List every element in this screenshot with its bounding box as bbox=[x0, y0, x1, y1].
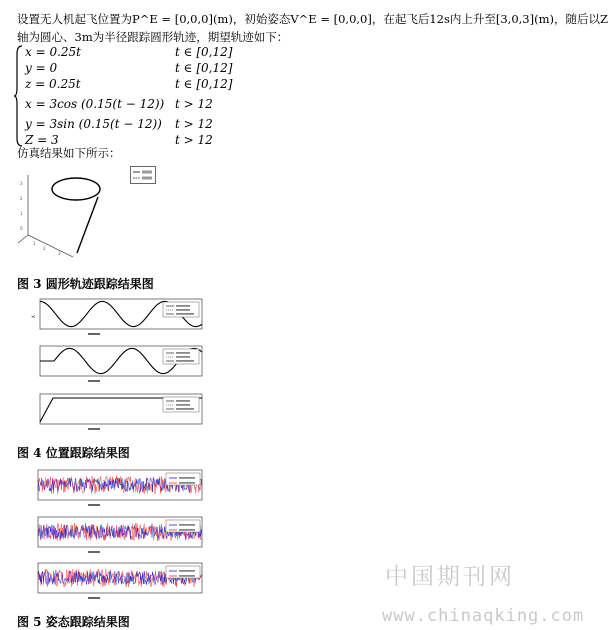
equation-6: Z = 3 bbox=[25, 133, 59, 147]
equation-4-condition: t > 12 bbox=[175, 97, 213, 111]
simulation-intro: 仿真结果如下所示： bbox=[17, 146, 121, 160]
figure-5-subplot-yaw bbox=[38, 563, 202, 593]
svg-text:2: 2 bbox=[43, 246, 46, 251]
intro-line-2: 轴为圆心、3m为半径跟踪圆形轨迹，期望轨迹如下： bbox=[17, 30, 289, 44]
equation-3-condition: t ∈ [0,12] bbox=[175, 77, 233, 91]
svg-text:X: X bbox=[31, 315, 36, 318]
intro-line-1: 设置无人机起飞位置为P^E = [0,0,0](m)，初始姿态V^E = [0,0,0]，在起飞后12s内上升至[3,0,3](m)，随后以Z bbox=[17, 12, 608, 26]
equation-1: x = 0.25t bbox=[25, 45, 81, 59]
equation-2-condition: t ∈ [0,12] bbox=[175, 61, 233, 75]
figure-4-position-plots bbox=[28, 296, 208, 436]
equation-brace bbox=[14, 44, 24, 148]
figure-4-subplot-x bbox=[31, 299, 202, 329]
figure-5-caption: 图 5 姿态跟踪结果图 bbox=[17, 615, 130, 629]
figure-4-subplot-y bbox=[40, 346, 202, 376]
equation-3: z = 0.25t bbox=[25, 77, 81, 91]
equation-4: x = 3cos (0.15(t − 12)) bbox=[25, 97, 165, 111]
watermark-chinese: 中国期刊网 bbox=[385, 564, 515, 590]
svg-text:1: 1 bbox=[20, 211, 23, 216]
equation-5-condition: t > 12 bbox=[175, 117, 213, 131]
watermark-url: www.chinaqking.com bbox=[382, 606, 585, 626]
figure-4-caption: 图 4 位置跟踪结果图 bbox=[17, 446, 130, 460]
figure-4-subplot-z bbox=[40, 394, 202, 424]
equation-1-condition: t ∈ [0,12] bbox=[175, 45, 233, 59]
svg-text:1: 1 bbox=[33, 241, 36, 246]
equation-2: y = 0 bbox=[25, 61, 58, 75]
figure-5-subplot-roll bbox=[38, 470, 202, 500]
figure-5-attitude-plots bbox=[26, 467, 208, 603]
svg-text:3: 3 bbox=[58, 251, 61, 256]
svg-text:2: 2 bbox=[20, 196, 23, 201]
svg-text:3: 3 bbox=[20, 181, 23, 186]
equation-5: y = 3sin (0.15(t − 12)) bbox=[25, 117, 162, 131]
figure-3-caption: 图 3 圆形轨迹跟踪结果图 bbox=[17, 277, 154, 291]
figure-5-subplot-pitch bbox=[38, 517, 202, 547]
svg-text:0: 0 bbox=[20, 226, 23, 231]
figure-3-legend bbox=[130, 166, 156, 184]
equation-6-condition: t > 12 bbox=[175, 133, 213, 147]
